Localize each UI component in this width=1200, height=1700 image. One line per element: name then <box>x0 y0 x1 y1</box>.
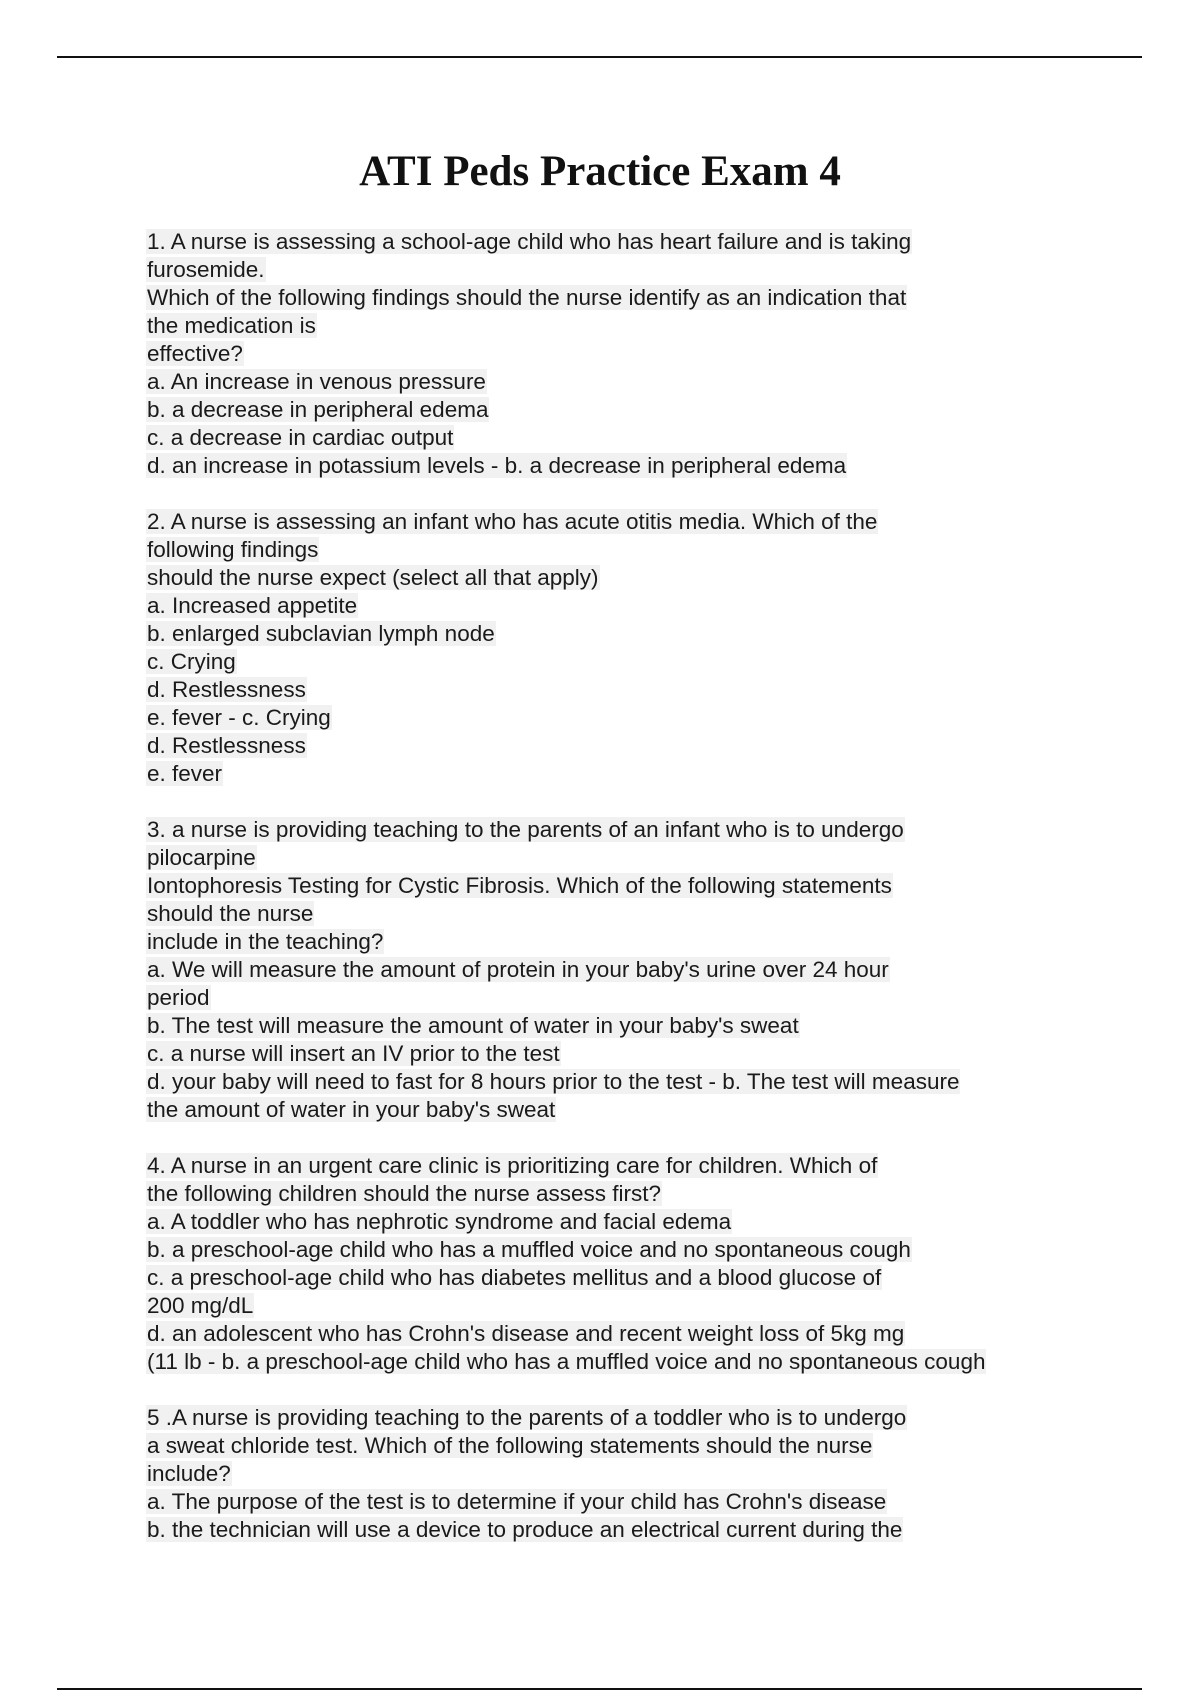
question-4 <box>146 1152 1146 1376</box>
answer-option: b. a preschool-age child who has a muffled voice and no spontaneous cough <box>147 1237 911 1262</box>
answer-option: c. a decrease in cardiac output <box>147 425 454 450</box>
answer-option: d. Restlessness <box>147 677 306 702</box>
question-2 <box>146 508 1146 788</box>
answer-option: a. Increased appetite <box>147 593 358 618</box>
question-line: pilocarpine <box>147 845 256 870</box>
answer-option: a. An increase in venous pressure <box>147 369 486 394</box>
answer-option: d. an adolescent who has Crohn's disease and recent weight loss of 5kg mg <box>147 1321 905 1346</box>
answer-option: e. fever - c. Crying <box>147 705 331 730</box>
question-line: should the nurse <box>147 901 314 926</box>
answer-option: the amount of water in your baby's sweat <box>147 1097 556 1122</box>
answer-option: d. Restlessness <box>147 733 306 758</box>
answer-option: c. Crying <box>147 649 236 674</box>
question-line: following findings <box>147 537 319 562</box>
question-line: effective? <box>147 341 243 366</box>
answer-option: b. a decrease in peripheral edema <box>147 397 489 422</box>
question-line: 5 .A nurse is providing teaching to the parents of a toddler who is to undergo <box>147 1405 907 1430</box>
answer-option: d. your baby will need to fast for 8 hours prior to the test - b. The test will measure <box>147 1069 960 1094</box>
question-line: include? <box>147 1461 231 1486</box>
question-1 <box>146 228 1146 480</box>
answer-option: a. A toddler who has nephrotic syndrome and facial edema <box>147 1209 732 1234</box>
page-title: ATI Peds Practice Exam 4 <box>359 148 841 195</box>
question-line: 1. A nurse is assessing a school-age child who has heart failure and is taking <box>147 229 912 254</box>
answer-option: 200 mg/dL <box>147 1293 254 1318</box>
question-3 <box>146 816 1146 1124</box>
question-line: a sweat chloride test. Which of the following statements should the nurse <box>147 1433 873 1458</box>
answer-option: a. We will measure the amount of protein in your baby's urine over 24 hour <box>147 957 889 982</box>
bottom-rule <box>57 1688 1142 1690</box>
answer-option: (11 lb - b. a preschool-age child who has a muffled voice and no spontaneous cough <box>147 1349 986 1374</box>
answer-option: d. an increase in potassium levels - b. a decrease in peripheral edema <box>147 453 847 478</box>
top-rule <box>57 56 1142 58</box>
question-line: 4. A nurse in an urgent care clinic is prioritizing care for children. Which of <box>147 1153 878 1178</box>
answer-option: e. fever <box>147 761 223 786</box>
answer-option: b. The test will measure the amount of water in your baby's sweat <box>147 1013 799 1038</box>
question-line: furosemide. <box>147 257 265 282</box>
question-line: Iontophoresis Testing for Cystic Fibrosis. Which of the following statements <box>147 873 892 898</box>
question-line: Which of the following findings should the nurse identify as an indication that <box>147 285 907 310</box>
answer-option: period <box>147 985 210 1010</box>
question-line: should the nurse expect (select all that apply) <box>147 565 599 590</box>
answer-option: a. The purpose of the test is to determine if your child has Crohn's disease <box>147 1489 887 1514</box>
question-list <box>146 228 1146 1572</box>
question-line: the medication is <box>147 313 316 338</box>
answer-option: c. a nurse will insert an IV prior to the test <box>147 1041 560 1066</box>
answer-option: c. a preschool-age child who has diabetes mellitus and a blood glucose of <box>147 1265 882 1290</box>
question-line: the following children should the nurse assess first? <box>147 1181 662 1206</box>
question-5 <box>146 1404 1146 1544</box>
answer-option: b. the technician will use a device to produce an electrical current during the <box>147 1517 903 1542</box>
answer-option: b. enlarged subclavian lymph node <box>147 621 495 646</box>
question-line: 2. A nurse is assessing an infant who has acute otitis media. Which of the <box>147 509 878 534</box>
question-line: include in the teaching? <box>147 929 384 954</box>
question-line: 3. a nurse is providing teaching to the parents of an infant who is to undergo <box>147 817 904 842</box>
